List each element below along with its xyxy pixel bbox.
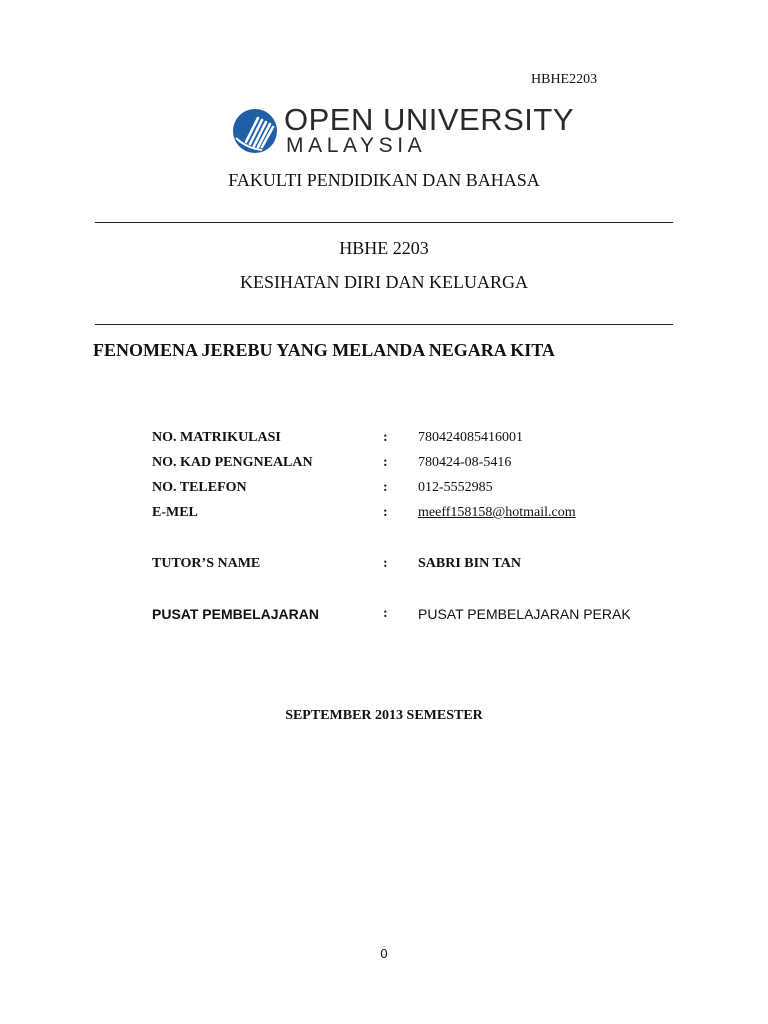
info-label: E-MEL xyxy=(152,505,198,520)
page-number: 0 xyxy=(380,946,388,961)
info-label: PUSAT PEMBELAJARAN xyxy=(152,606,319,622)
info-label: NO. MATRIKULASI xyxy=(152,430,281,445)
info-value: 012-5552985 xyxy=(418,480,493,495)
info-value: 780424085416001 xyxy=(418,430,523,445)
header-course-code: HBHE2203 xyxy=(531,72,598,87)
info-label: TUTOR’S NAME xyxy=(152,556,261,571)
info-row-tutor xyxy=(0,556,768,576)
info-row-email xyxy=(0,505,768,525)
info-separator: : xyxy=(383,455,388,470)
info-value: PUSAT PEMBELAJARAN PERAK xyxy=(418,606,631,622)
info-separator: : xyxy=(383,430,388,445)
info-value: 780424-08-5416 xyxy=(418,455,512,470)
logo-wordmark-line1: OPEN UNIVERSITY xyxy=(284,102,574,137)
course-name: KESIHATAN DIRI DAN KELUARGA xyxy=(239,272,529,292)
assignment-topic: FENOMENA JEREBU YANG MELANDA NEGARA KITA xyxy=(93,340,555,360)
semester-label: SEPTEMBER 2013 SEMESTER xyxy=(285,708,483,723)
info-value: SABRI BIN TAN xyxy=(418,556,521,571)
info-label: NO. TELEFON xyxy=(152,480,247,495)
info-separator: : xyxy=(383,556,388,571)
email-link[interactable]: meeff158158@hotmail.com xyxy=(418,505,576,520)
course-code: HBHE 2203 xyxy=(339,238,429,258)
oum-globe-emblem-icon xyxy=(232,108,278,154)
info-separator: : xyxy=(383,606,388,621)
info-label: NO. KAD PENGNEALAN xyxy=(152,455,313,470)
faculty-title: FAKULTI PENDIDIKAN DAN BAHASA xyxy=(228,170,540,190)
horizontal-rule-top xyxy=(95,222,673,223)
info-row-matric xyxy=(0,430,768,450)
logo-wordmark-line2: MALAYSIA xyxy=(286,134,427,157)
info-separator: : xyxy=(383,480,388,495)
horizontal-rule-bottom xyxy=(95,324,673,325)
info-row-ic xyxy=(0,455,768,475)
info-row-learning-centre xyxy=(0,606,768,626)
info-separator: : xyxy=(383,505,388,520)
oum-logo xyxy=(232,102,574,160)
info-row-phone xyxy=(0,480,768,500)
